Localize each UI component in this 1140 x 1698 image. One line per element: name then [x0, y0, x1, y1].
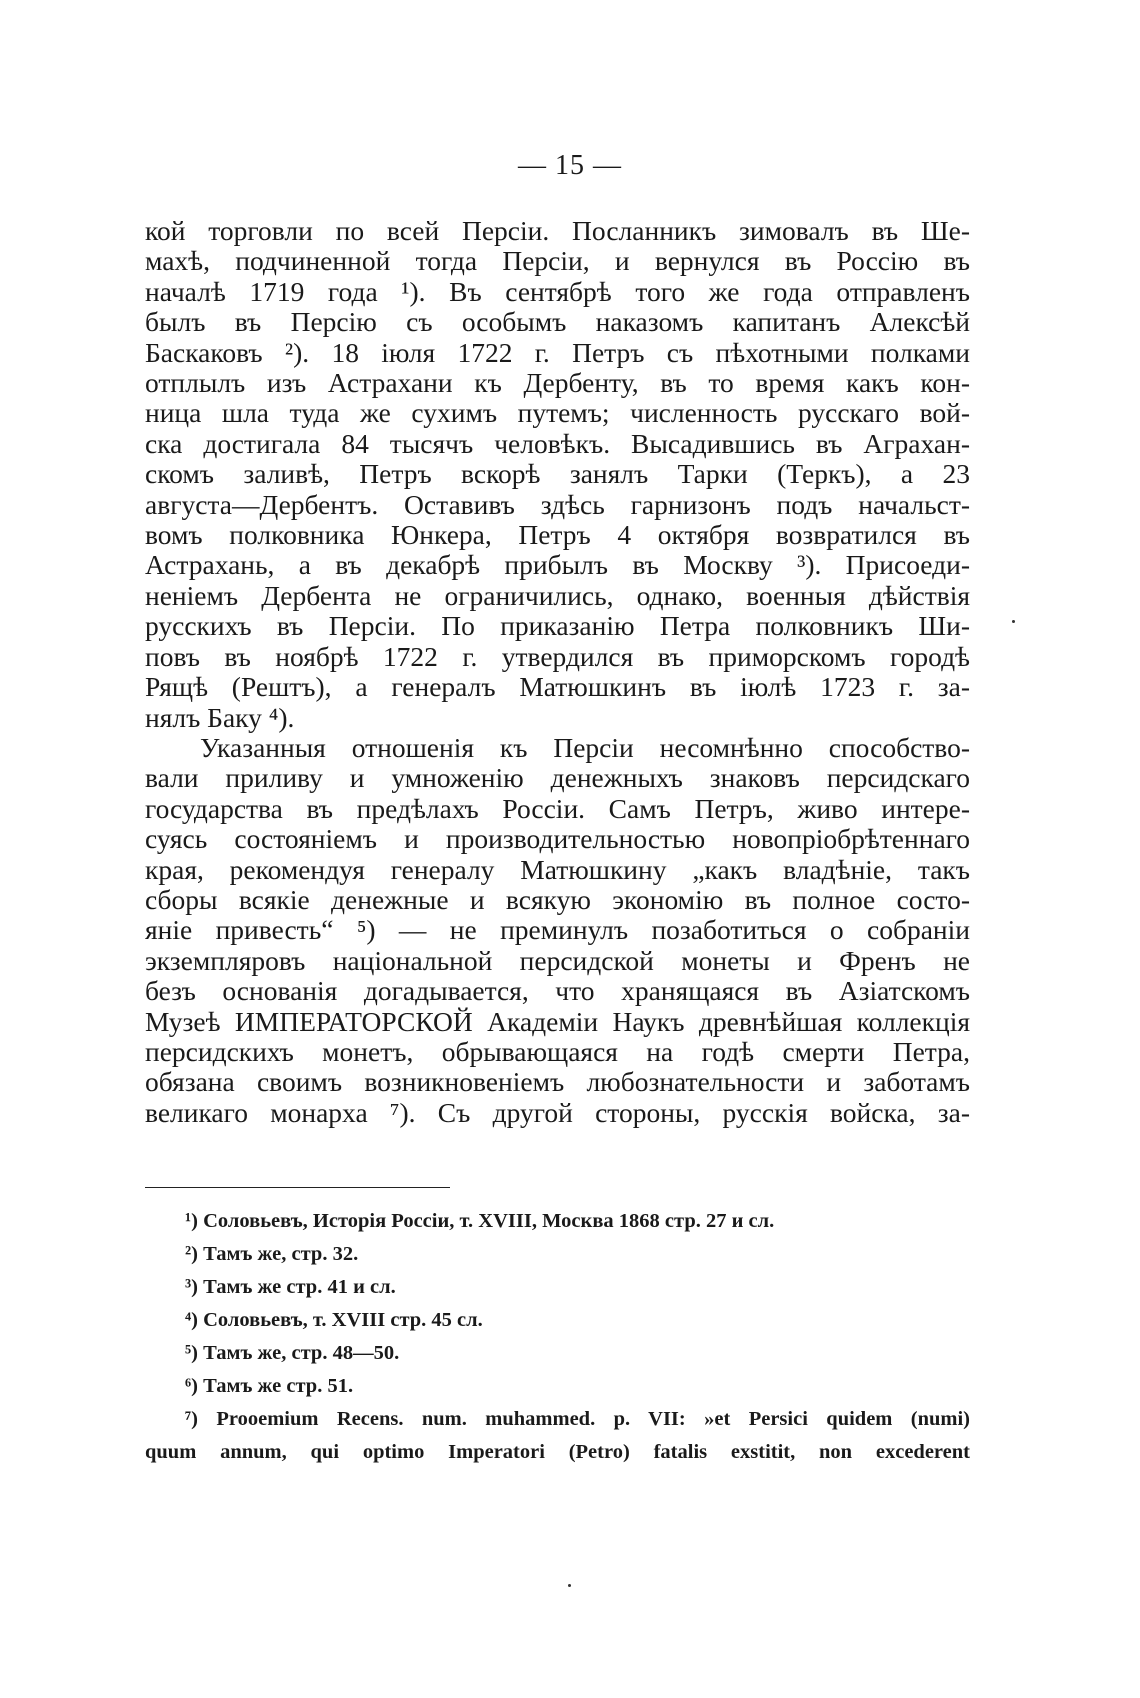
footnote: ⁴) Соловьевъ, т. XVIII стр. 45 сл.	[185, 1309, 483, 1331]
footnote: ⁵) Тамъ же, стр. 48—50.	[185, 1342, 400, 1364]
text-line: нялъ Баку ⁴).	[145, 702, 295, 733]
page-number: — 15 —	[518, 150, 622, 181]
footnote: ⁷) Prooemium Recens. num. muhammed. p. VII: »et Persici quidem (numi)	[185, 1408, 970, 1430]
text-line: скомъ заливѣ, Петръ вскорѣ занялъ Тарки (Теркъ), а 23	[145, 459, 970, 490]
text-line: началѣ 1719 года ¹). Въ сентябрѣ того же года отправленъ	[145, 276, 970, 307]
text-line: Рящѣ (Рештъ), а генералъ Матюшкинъ въ іюлѣ 1723 г. за-	[145, 672, 970, 703]
text-line: персидскихъ монетъ, обрывающаяся на годѣ смерти Петра,	[145, 1036, 970, 1067]
footnote: ⁶) Тамъ же стр. 51.	[185, 1375, 354, 1397]
text-line: махѣ, подчиненной тогда Персіи, и вернулся въ Россію въ	[145, 246, 970, 277]
text-line: яніе привесть“ ⁵) — не преминулъ позаботиться о собраніи	[145, 915, 970, 946]
text-line: государства въ предѣлахъ Россіи. Самъ Петръ, живо интере-	[145, 793, 970, 824]
print-speck	[568, 1584, 571, 1587]
text-line: отплылъ изъ Астрахани къ Дербенту, въ то время какъ кон-	[145, 368, 970, 399]
text-line: Указанныя отношенія къ Персіи несомнѣнно способство-	[200, 732, 970, 763]
main-text	[145, 216, 970, 1128]
footnote-continuation: quum annum, qui optimo Imperatori (Petro) fatalis exstitit, non excederent	[145, 1441, 970, 1463]
footnote: ²) Тамъ же, стр. 32.	[185, 1243, 359, 1265]
text-line: русскихъ въ Персіи. По приказанію Петра полковникъ Ши-	[145, 611, 970, 642]
footnotes	[145, 1205, 970, 1469]
text-line: неніемъ Дербента не ограничились, однако, военныя дѣйствія	[145, 580, 970, 611]
text-line: кой торговли по всей Персіи. Посланникъ зимовалъ въ Ше-	[145, 216, 970, 246]
text-line: Астрахань, а въ декабрѣ прибылъ въ Москву ³). Присоеди-	[145, 550, 970, 581]
text-line: ска достигала 84 тысячъ человѣкъ. Высадившись въ Аграхан-	[145, 428, 970, 459]
text-line: суясь состояніемъ и производительностью новопріобрѣтеннаго	[145, 824, 970, 855]
text-line: экземпляровъ національной персидской монеты и Френъ не	[145, 945, 970, 976]
text-line: вали приливу и умноженію денежныхъ знаковъ персидскаго	[145, 763, 970, 794]
footnote: ³) Тамъ же стр. 41 и сл.	[185, 1276, 396, 1298]
text-line: сборы всякіе денежные и всякую экономію въ полное состо-	[145, 884, 970, 915]
text-line: великаго монарха ⁷). Съ другой стороны, русскія войска, за-	[145, 1097, 970, 1128]
text-line: Баскаковъ ²). 18 іюля 1722 г. Петръ съ пѣхотными полками	[145, 337, 970, 368]
text-line: края, рекомендуя генералу Матюшкину „какъ владѣніе, такъ	[145, 854, 970, 885]
text-line: ница шла туда же сухимъ путемъ; численность русскаго вой-	[145, 398, 970, 429]
footnote-divider	[145, 1187, 450, 1188]
text-line: августа—Дербентъ. Оставивъ здѣсь гарнизонъ подъ начальст-	[145, 489, 970, 520]
text-line: былъ въ Персію съ особымъ наказомъ капитанъ Алексѣй	[145, 307, 970, 338]
text-line: повъ въ ноябрѣ 1722 г. утвердился въ приморскомъ городѣ	[145, 641, 970, 672]
text-line: вомъ полковника Юнкера, Петръ 4 октября возвратился въ	[145, 520, 970, 551]
text-line: обязана своимъ возникновеніемъ любознательности и заботамъ	[145, 1067, 970, 1098]
text-line: Музеѣ ИМПЕРАТОРСКОЙ Академіи Наукъ древнѣйшая коллекція	[145, 1006, 970, 1037]
footnote: ¹) Соловьевъ, Исторія Россіи, т. XVIII, Москва 1868 стр. 27 и сл.	[185, 1210, 775, 1232]
text-line: безъ основанія догадывается, что хранящаяся въ Азіатскомъ	[145, 976, 970, 1007]
print-speck	[1012, 620, 1015, 623]
